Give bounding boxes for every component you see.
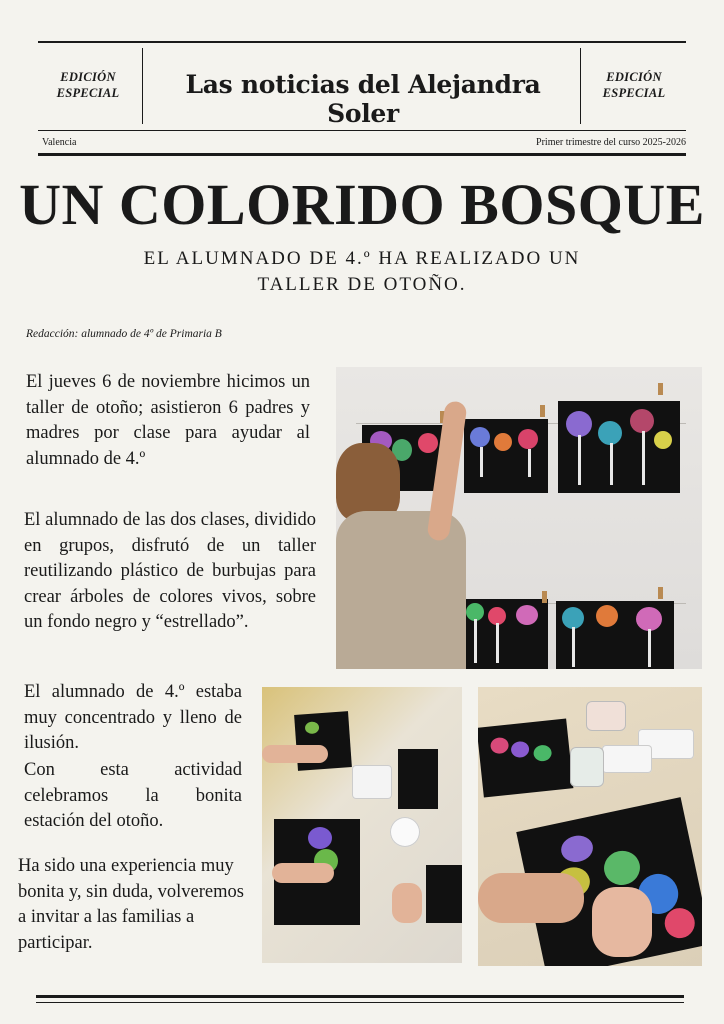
paragraph-1: El jueves 6 de noviembre hicimos un taller de otoño; asistieron 6 padres y madres por clase para ayudar al alumnado de 4.º [26, 372, 310, 469]
photo-table-painting-2 [478, 687, 702, 966]
artwork-card [398, 749, 438, 809]
hand [262, 745, 328, 763]
artwork-card [464, 419, 548, 493]
water-cup [570, 747, 604, 787]
byline: Redacción: alumnado de 4º de Primaria B [26, 328, 222, 340]
hand [392, 883, 422, 923]
paragraph-3: El alumnado de 4.º estaba muy concentrado y lleno de ilusión. [24, 682, 242, 753]
masthead-divider-right [580, 48, 581, 124]
artwork-card [478, 718, 573, 797]
child-figure [336, 443, 400, 521]
artwork-card [556, 601, 674, 669]
edition-label-right: EDICIÓN ESPECIAL [602, 70, 666, 100]
hand [272, 863, 334, 883]
artwork-card [426, 865, 462, 923]
paint-cup [586, 701, 626, 731]
photo-table-painting-1 [262, 687, 462, 963]
artwork-card [558, 401, 680, 493]
paper-plate [390, 817, 420, 847]
masthead-divider-left [142, 48, 143, 124]
bottom-rule-2 [36, 1002, 684, 1003]
paint-palette [352, 765, 392, 799]
paragraph-2: El alumnado de las dos clases, dividido en grupos, disfrutó de un taller reutilizando plástico de burbujas para crear árboles de colores vivos, sobre un fondo negro y “estrellado”. [24, 510, 316, 632]
location: Valencia [42, 137, 77, 148]
masthead-bottom-rule [38, 130, 686, 131]
top-rule [38, 41, 686, 43]
period: Primer trimestre del curso 2025-2026 [536, 137, 686, 148]
headline: UN COLORIDO BOSQUE [19, 172, 705, 237]
paint-palette [602, 745, 652, 773]
photo-wall-artwork [336, 367, 702, 669]
subheadline: EL ALUMNADO DE 4.º HA REALIZADO UN TALLER DE OTOÑO. [143, 248, 581, 295]
hand [478, 873, 584, 923]
edition-label-left: EDICIÓN ESPECIAL [56, 70, 120, 100]
meta-bottom-rule [38, 153, 686, 156]
paragraph-4: Con esta actividad celebramos la bonita estación del otoño. [24, 760, 242, 831]
hand [592, 887, 652, 957]
paragraph-5: Ha sido una experiencia muy bonita y, sin duda, volveremos a invitar a las familias a participar. [18, 856, 244, 953]
newspaper-title: Las noticias del Alejandra Soler [185, 70, 541, 128]
artwork-card [460, 599, 548, 669]
bottom-rule-1 [36, 995, 684, 998]
